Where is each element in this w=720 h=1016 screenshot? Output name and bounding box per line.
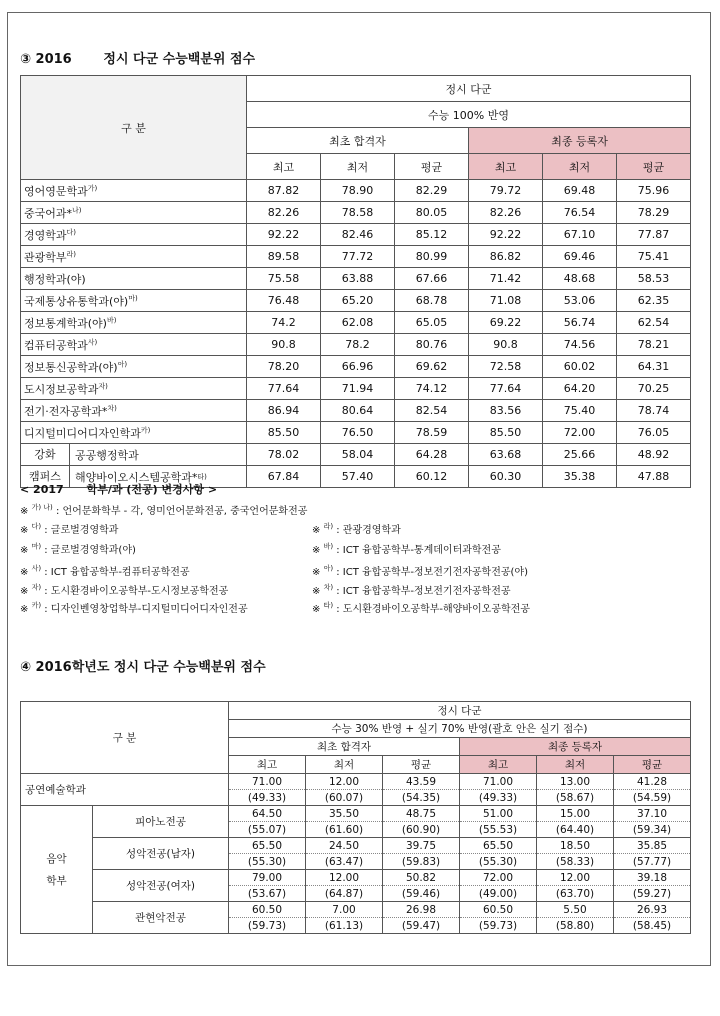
score-cell: 50.82 — [383, 870, 460, 886]
score-cell: 77.64 — [247, 378, 321, 400]
dept-cell — [21, 334, 247, 356]
note-marker: ※ — [312, 604, 321, 615]
score-cell: 26.98 — [383, 902, 460, 918]
note-item — [20, 600, 248, 615]
footnote-mark: 아) — [117, 359, 128, 368]
score-cell: 35.38 — [543, 466, 617, 488]
header-final: 최종 등록자 — [469, 128, 691, 154]
practical-score-cell: (53.67) — [229, 886, 306, 902]
note-item — [20, 502, 307, 517]
score-cell: 82.46 — [321, 224, 395, 246]
table-row — [21, 224, 691, 246]
footnote-mark: 카) — [31, 601, 42, 610]
table-row — [21, 444, 691, 466]
header-first: 최초 합격자 — [229, 738, 460, 756]
score-cell: 80.99 — [395, 246, 469, 268]
score-cell: 74.2 — [247, 312, 321, 334]
col-header: 평균 — [395, 154, 469, 180]
score-cell: 47.88 — [617, 466, 691, 488]
group-label-cell — [21, 806, 93, 934]
score-cell: 72.00 — [543, 422, 617, 444]
score-cell: 60.12 — [395, 466, 469, 488]
dept-name: 국제통상유통학과(야) — [24, 294, 129, 308]
dept-cell: 성악전공(여자) — [93, 870, 229, 902]
score-cell: 77.72 — [321, 246, 395, 268]
score-cell: 75.58 — [247, 268, 321, 290]
practical-score-cell: (61.60) — [306, 822, 383, 838]
footnote-mark: 라) — [323, 522, 334, 531]
table-row — [21, 356, 691, 378]
note-item — [312, 563, 528, 578]
practical-score-cell: (59.73) — [229, 918, 306, 934]
table-row — [21, 400, 691, 422]
score-cell: 80.64 — [321, 400, 395, 422]
section3-title: ③ 2016 정시 다군 수능백분위 점수 — [20, 52, 256, 67]
gubun-header: 구 분 — [21, 702, 229, 774]
dept-name: 정보통계학과(야) — [24, 316, 107, 330]
score-cell: 92.22 — [247, 224, 321, 246]
score-cell: 67.66 — [395, 268, 469, 290]
practical-score-cell: (58.67) — [537, 790, 614, 806]
score-cell: 85.50 — [469, 422, 543, 444]
score-cell: 74.12 — [395, 378, 469, 400]
score-cell: 90.8 — [469, 334, 543, 356]
col-header: 최저 — [537, 756, 614, 774]
table-row — [21, 180, 691, 202]
note-marker: ※ — [20, 525, 29, 536]
score-cell: 39.75 — [383, 838, 460, 854]
dept-cell: 피아노전공 — [93, 806, 229, 838]
table-row — [21, 774, 691, 790]
note-marker: ※ — [20, 545, 29, 556]
dept-cell — [21, 246, 247, 268]
score-cell: 60.50 — [229, 902, 306, 918]
practical-score-cell: (60.07) — [306, 790, 383, 806]
campus-label: 캠퍼스 — [21, 466, 70, 487]
dept-cell — [21, 378, 247, 400]
practical-score-cell: (63.47) — [306, 854, 383, 870]
score-cell: 18.50 — [537, 838, 614, 854]
score-cell: 53.06 — [543, 290, 617, 312]
dept-name: 전기·전자공학과* — [24, 404, 108, 418]
note-text: : ICT 융합공학부-정보전기전자공학전공 — [333, 586, 511, 597]
gubun-header: 구 분 — [21, 76, 247, 180]
score-cell: 65.05 — [395, 312, 469, 334]
practical-score-cell: (55.07) — [229, 822, 306, 838]
dept-cell — [21, 422, 247, 444]
practical-score-cell: (61.13) — [306, 918, 383, 934]
score-cell: 79.72 — [469, 180, 543, 202]
score-cell: 5.50 — [537, 902, 614, 918]
score-cell: 82.26 — [247, 202, 321, 224]
practical-score-cell: (55.53) — [460, 822, 537, 838]
practical-score-cell: (64.40) — [537, 822, 614, 838]
dept-cell — [21, 268, 247, 290]
practical-score-cell: (49.33) — [229, 790, 306, 806]
score-cell: 15.00 — [537, 806, 614, 822]
note-text: : 언어문화학부 - 각, 영미언어문화전공, 중국언어문화전공 — [52, 506, 308, 517]
note-marker: ※ — [20, 567, 29, 578]
score-cell: 68.78 — [395, 290, 469, 312]
practical-score-cell: (49.33) — [460, 790, 537, 806]
note-item — [20, 563, 190, 578]
note-text: : 디자인벤영창업학부-디지털미디어디자인전공 — [41, 604, 248, 615]
score-cell: 66.96 — [321, 356, 395, 378]
dept-name: 디지털미디어디자인학과 — [24, 426, 141, 440]
score-cell: 64.31 — [617, 356, 691, 378]
section4-title: ④ 2016학년도 정시 다군 수능백분위 점수 — [20, 660, 266, 675]
section3-table — [20, 75, 691, 488]
score-cell: 80.05 — [395, 202, 469, 224]
score-cell: 7.00 — [306, 902, 383, 918]
practical-score-cell: (63.70) — [537, 886, 614, 902]
score-cell: 48.92 — [617, 444, 691, 466]
score-cell: 39.18 — [614, 870, 691, 886]
score-cell: 82.29 — [395, 180, 469, 202]
score-cell: 65.50 — [229, 838, 306, 854]
dept-cell — [21, 312, 247, 334]
footnote-mark: 자) — [31, 583, 42, 592]
footnote-mark: 바) — [323, 542, 334, 551]
note-marker: ※ — [312, 586, 321, 597]
score-cell: 69.48 — [543, 180, 617, 202]
footnote-mark: 차) — [323, 583, 334, 592]
practical-score-cell: (60.90) — [383, 822, 460, 838]
practical-score-cell: (55.30) — [460, 854, 537, 870]
col-header: 평균 — [383, 756, 460, 774]
practical-score-cell: (58.80) — [537, 918, 614, 934]
footnote-mark: 타) — [323, 601, 334, 610]
practical-score-cell: (57.77) — [614, 854, 691, 870]
dept-cell — [21, 444, 247, 466]
score-cell: 76.54 — [543, 202, 617, 224]
score-cell: 80.76 — [395, 334, 469, 356]
score-cell: 92.22 — [469, 224, 543, 246]
score-cell: 72.00 — [460, 870, 537, 886]
table-row — [21, 246, 691, 268]
table-row — [21, 378, 691, 400]
dept-cell — [21, 180, 247, 202]
practical-score-cell: (58.45) — [614, 918, 691, 934]
footnote-mark: 차) — [107, 403, 117, 412]
score-cell: 37.10 — [614, 806, 691, 822]
score-cell: 76.50 — [321, 422, 395, 444]
dept-name: 컴퓨터공학과 — [24, 338, 88, 352]
table-row — [21, 312, 691, 334]
score-cell: 90.8 — [247, 334, 321, 356]
col-header: 최고 — [247, 154, 321, 180]
practical-score-cell: (49.00) — [460, 886, 537, 902]
footnote-mark: 가) — [87, 183, 98, 192]
footnote-mark: 마) — [128, 293, 138, 302]
score-cell: 78.59 — [395, 422, 469, 444]
dept-cell — [21, 356, 247, 378]
practical-score-cell: (58.33) — [537, 854, 614, 870]
score-cell: 85.12 — [395, 224, 469, 246]
note-item — [312, 521, 401, 536]
table-row — [21, 870, 691, 886]
dept-name: 정보통신공학과(야) — [24, 360, 118, 374]
score-cell: 13.00 — [537, 774, 614, 790]
footnote-mark: 라) — [66, 249, 77, 258]
dept-cell: 공연예술학과 — [21, 774, 229, 806]
footnote-mark: 가) 나) — [31, 503, 53, 512]
note-text: : ICT 융합공학부-통계데이터과학전공 — [333, 545, 501, 556]
col-header: 최저 — [543, 154, 617, 180]
dept-name: 행정학과(야) — [24, 272, 86, 286]
table-row — [21, 268, 691, 290]
practical-score-cell: (59.46) — [383, 886, 460, 902]
footnote-mark: 다) — [66, 227, 77, 236]
footnote-mark: 카) — [140, 425, 151, 434]
score-cell: 12.00 — [306, 870, 383, 886]
score-cell: 82.26 — [469, 202, 543, 224]
practical-score-cell: (59.73) — [460, 918, 537, 934]
dept-name: 공공행정학과 — [75, 448, 139, 462]
score-cell: 77.64 — [469, 378, 543, 400]
footnote-mark: 다) — [31, 522, 42, 531]
dept-name: 중국어과* — [24, 206, 73, 220]
score-cell: 60.02 — [543, 356, 617, 378]
score-cell: 71.94 — [321, 378, 395, 400]
header-top: 정시 다군 — [229, 702, 691, 720]
score-cell: 69.22 — [469, 312, 543, 334]
note-text: : 도시환경바이오공학부-도시정보공학전공 — [41, 586, 229, 597]
score-cell: 78.29 — [617, 202, 691, 224]
dept-cell: 성악전공(남자) — [93, 838, 229, 870]
score-cell: 79.00 — [229, 870, 306, 886]
score-cell: 85.50 — [247, 422, 321, 444]
score-cell: 67.10 — [543, 224, 617, 246]
note-item — [20, 541, 136, 556]
notes-title: < 2017 학부/과 (전공) 변경사항 > — [20, 483, 218, 496]
score-cell: 78.02 — [247, 444, 321, 466]
score-cell: 72.58 — [469, 356, 543, 378]
note-text: : ICT 융합공학부-컴퓨터공학전공 — [41, 567, 190, 578]
score-cell: 41.28 — [614, 774, 691, 790]
header-top: 정시 다군 — [247, 76, 691, 102]
score-cell: 12.00 — [537, 870, 614, 886]
header-sub: 수능 100% 반영 — [247, 102, 691, 128]
footnote-mark: 나) — [72, 205, 82, 214]
score-cell: 26.93 — [614, 902, 691, 918]
dept-name: 영어영문학과 — [24, 184, 88, 198]
note-marker: ※ — [20, 506, 29, 517]
score-cell: 78.20 — [247, 356, 321, 378]
score-cell: 58.04 — [321, 444, 395, 466]
dept-cell: 캠퍼스 해양바이오시스템공학과* 타) — [21, 466, 247, 488]
footnote-mark: 바) — [106, 315, 117, 324]
score-cell: 76.05 — [617, 422, 691, 444]
score-cell: 64.50 — [229, 806, 306, 822]
score-cell: 70.25 — [617, 378, 691, 400]
score-cell: 58.53 — [617, 268, 691, 290]
score-cell: 35.85 — [614, 838, 691, 854]
score-cell: 75.40 — [543, 400, 617, 422]
practical-score-cell: (59.83) — [383, 854, 460, 870]
score-cell: 43.59 — [383, 774, 460, 790]
table-row — [21, 838, 691, 854]
table-row — [21, 290, 691, 312]
score-cell: 60.30 — [469, 466, 543, 488]
score-cell: 62.54 — [617, 312, 691, 334]
dept-cell — [21, 202, 247, 224]
note-marker: ※ — [312, 545, 321, 556]
footnote-mark: 사) — [31, 564, 42, 573]
score-cell: 83.56 — [469, 400, 543, 422]
score-cell: 56.74 — [543, 312, 617, 334]
table-row — [21, 202, 691, 224]
dept-cell — [21, 224, 247, 246]
note-item — [312, 582, 511, 597]
practical-score-cell: (59.34) — [614, 822, 691, 838]
practical-score-cell: (54.59) — [614, 790, 691, 806]
score-cell: 78.21 — [617, 334, 691, 356]
note-marker: ※ — [312, 567, 321, 578]
score-cell: 82.54 — [395, 400, 469, 422]
score-cell: 75.96 — [617, 180, 691, 202]
score-cell: 69.46 — [543, 246, 617, 268]
note-item — [20, 521, 118, 536]
score-cell: 63.88 — [321, 268, 395, 290]
score-cell: 67.84 — [247, 466, 321, 488]
score-cell: 48.75 — [383, 806, 460, 822]
score-cell: 71.00 — [229, 774, 306, 790]
score-cell: 57.40 — [321, 466, 395, 488]
col-header: 최고 — [229, 756, 306, 774]
note-text: : 글로벌경영학과(야) — [41, 545, 136, 556]
practical-score-cell: (59.47) — [383, 918, 460, 934]
score-cell: 78.90 — [321, 180, 395, 202]
score-cell: 76.48 — [247, 290, 321, 312]
col-header: 최저 — [306, 756, 383, 774]
score-cell: 51.00 — [460, 806, 537, 822]
dept-name: 관광학부 — [24, 250, 67, 264]
header-final: 최종 등록자 — [460, 738, 691, 756]
score-cell: 60.50 — [460, 902, 537, 918]
dept-name: 경영학과 — [24, 228, 67, 242]
dept-name: 해양바이오시스템공학과* — [75, 470, 198, 484]
col-header: 최저 — [321, 154, 395, 180]
score-cell: 78.58 — [321, 202, 395, 224]
dept-cell — [21, 290, 247, 312]
note-marker: ※ — [312, 525, 321, 536]
table-row — [21, 422, 691, 444]
note-marker: ※ — [20, 586, 29, 597]
table-row — [21, 334, 691, 356]
dept-name: 도시정보공학과 — [24, 382, 99, 396]
score-cell: 71.00 — [460, 774, 537, 790]
score-cell: 86.94 — [247, 400, 321, 422]
note-text: : ICT 융합공학부-정보전기전자공학전공(야) — [333, 567, 528, 578]
score-cell: 64.20 — [543, 378, 617, 400]
score-cell: 78.74 — [617, 400, 691, 422]
practical-score-cell: (54.35) — [383, 790, 460, 806]
score-cell: 89.58 — [247, 246, 321, 268]
footnote-mark: 사) — [87, 337, 98, 346]
dept-cell — [21, 400, 247, 422]
col-header: 평균 — [614, 756, 691, 774]
table-row — [21, 806, 691, 822]
score-cell: 75.41 — [617, 246, 691, 268]
note-item — [312, 541, 501, 556]
note-text: : 관광경영학과 — [333, 525, 401, 536]
score-cell: 64.28 — [395, 444, 469, 466]
score-cell: 62.35 — [617, 290, 691, 312]
group-label: 학부 — [46, 874, 67, 887]
score-cell: 25.66 — [543, 444, 617, 466]
note-text: : 글로벌경영학과 — [41, 525, 119, 536]
dept-cell: 관현악전공 — [93, 902, 229, 934]
score-cell: 69.62 — [395, 356, 469, 378]
score-cell: 65.50 — [460, 838, 537, 854]
score-cell: 71.08 — [469, 290, 543, 312]
campus-label: 강화 — [21, 444, 70, 465]
note-marker: ※ — [20, 604, 29, 615]
score-cell: 71.42 — [469, 268, 543, 290]
note-item — [312, 600, 530, 615]
col-header: 최고 — [460, 756, 537, 774]
score-cell: 65.20 — [321, 290, 395, 312]
score-cell: 35.50 — [306, 806, 383, 822]
footnote-mark: 마) — [31, 542, 42, 551]
col-header: 평균 — [617, 154, 691, 180]
practical-score-cell: (64.87) — [306, 886, 383, 902]
score-cell: 78.2 — [321, 334, 395, 356]
score-cell: 77.87 — [617, 224, 691, 246]
score-cell: 87.82 — [247, 180, 321, 202]
section4-table — [20, 701, 691, 934]
score-cell: 63.68 — [469, 444, 543, 466]
practical-score-cell: (59.27) — [614, 886, 691, 902]
score-cell: 48.68 — [543, 268, 617, 290]
score-cell: 24.50 — [306, 838, 383, 854]
header-sub: 수능 30% 반영 + 실기 70% 반영(괄호 안은 실기 점수) — [229, 720, 691, 738]
note-text: : 도시환경바이오공학부-해양바이오공학전공 — [333, 604, 530, 615]
header-first: 최초 합격자 — [247, 128, 469, 154]
practical-score-cell: (55.30) — [229, 854, 306, 870]
score-cell: 86.82 — [469, 246, 543, 268]
footnote-mark: 자) — [98, 381, 108, 390]
group-label: 음악 — [46, 852, 67, 865]
note-item — [20, 582, 228, 597]
score-cell: 62.08 — [321, 312, 395, 334]
score-cell: 74.56 — [543, 334, 617, 356]
col-header: 최고 — [469, 154, 543, 180]
score-cell: 12.00 — [306, 774, 383, 790]
table-row — [21, 902, 691, 918]
footnote-mark: 아) — [323, 564, 334, 573]
